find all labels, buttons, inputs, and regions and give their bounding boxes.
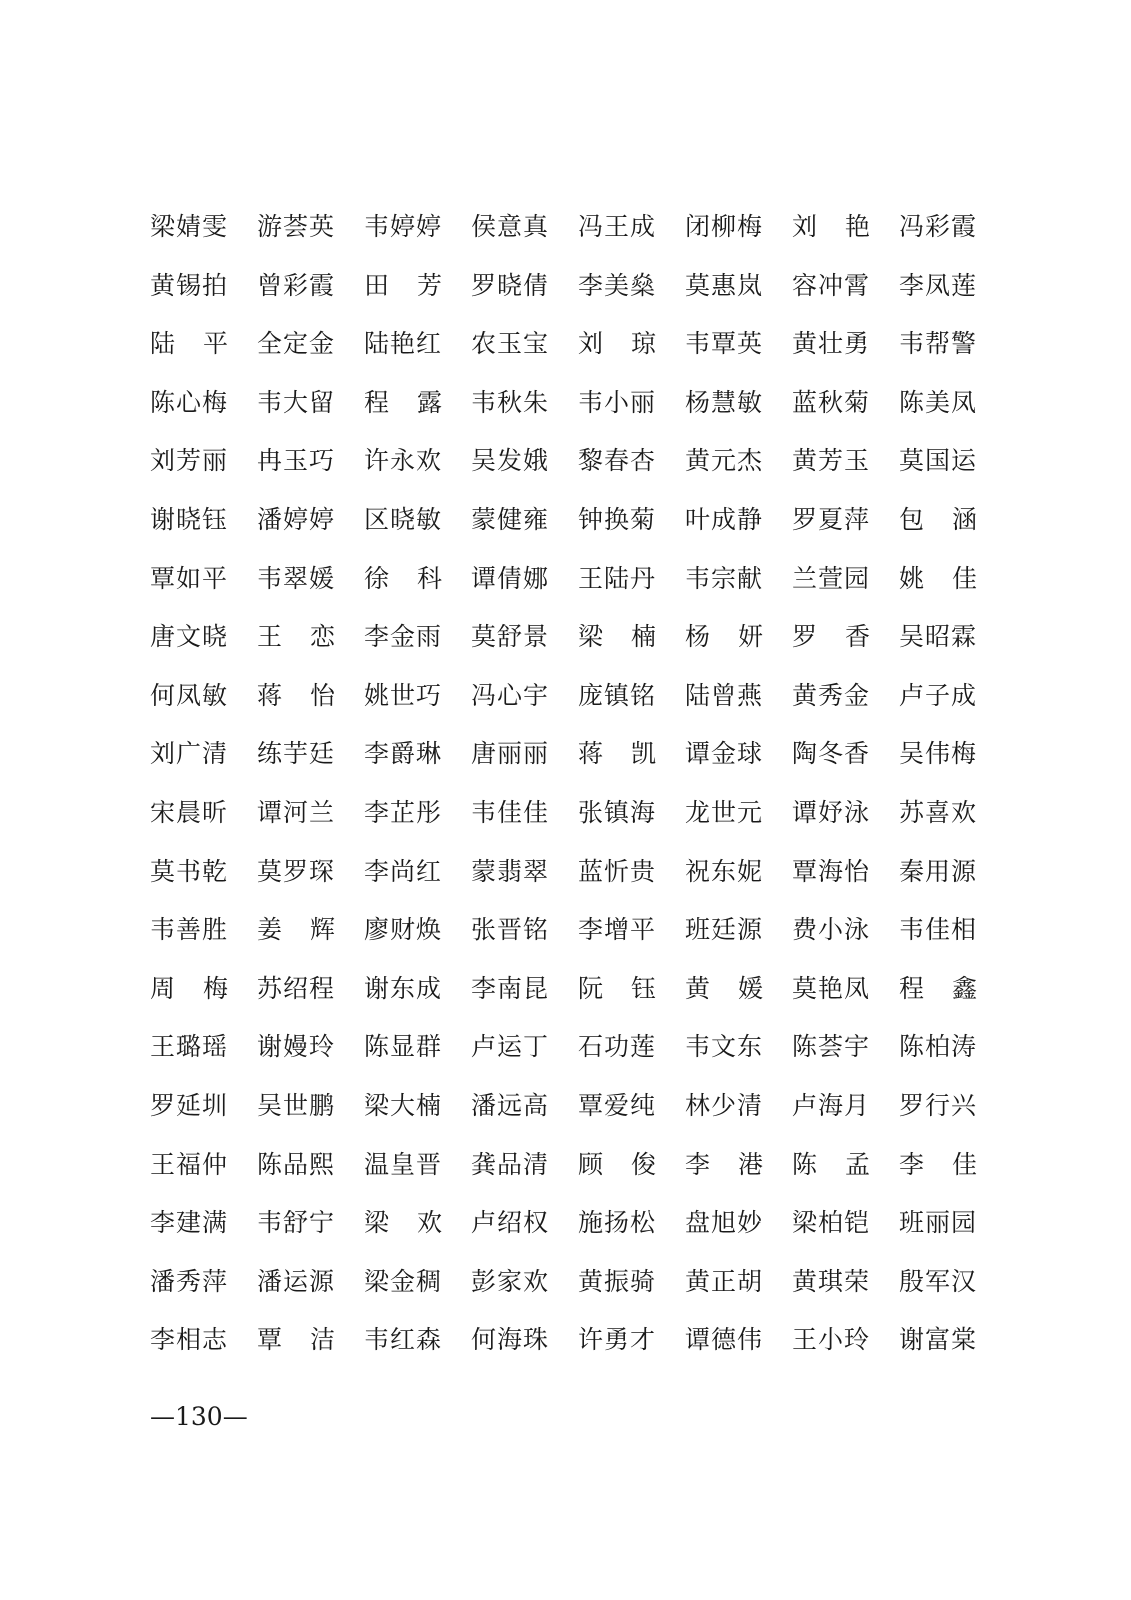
name-entry: 李增平 — [578, 915, 657, 945]
name-row — [150, 901, 980, 960]
name-entry: 韦佳佳 — [471, 797, 550, 827]
name-entry: 石功莲 — [578, 1032, 657, 1062]
name-entry: 梁大楠 — [364, 1090, 443, 1120]
name-entry: 莫艳凤 — [792, 973, 871, 1003]
name-entry: 卢海月 — [792, 1090, 871, 1120]
name-entry: 李爵琳 — [364, 739, 443, 769]
name-entry: 蓝秋菊 — [792, 387, 871, 417]
name-entry: 黄琪荣 — [792, 1266, 871, 1296]
name-entry: 农玉宝 — [471, 329, 550, 359]
name-entry: 覃海怡 — [792, 856, 871, 886]
name-entry: 李相志 — [150, 1325, 229, 1355]
name-entry: 陈美凤 — [899, 387, 978, 417]
name-entry: 陈显群 — [364, 1032, 443, 1062]
page-number: —130— — [150, 1402, 248, 1431]
name-entry: 谭河兰 — [257, 797, 336, 827]
name-entry: 阮 钰 — [578, 973, 656, 1003]
name-entry: 潘秀萍 — [150, 1266, 229, 1296]
name-entry: 何凤敏 — [150, 680, 229, 710]
name-entry: 罗晓倩 — [471, 270, 550, 300]
name-entry: 钟换菊 — [578, 504, 657, 534]
name-entry: 黄壮勇 — [792, 329, 871, 359]
name-entry: 陈柏涛 — [899, 1032, 978, 1062]
name-entry: 韦大留 — [257, 387, 336, 417]
name-entry: 韦翠媛 — [257, 563, 336, 593]
name-entry: 陆 平 — [150, 329, 228, 359]
name-entry: 林少清 — [685, 1090, 764, 1120]
name-entry: 陆艳红 — [364, 329, 443, 359]
name-entry: 潘运源 — [257, 1266, 336, 1296]
name-entry: 宋晨昕 — [150, 797, 229, 827]
name-row — [150, 1194, 980, 1253]
name-entry: 李美燊 — [578, 270, 657, 300]
name-entry: 游荟英 — [257, 212, 336, 241]
name-entry: 陈品熙 — [257, 1149, 336, 1179]
name-entry: 龙世元 — [685, 797, 764, 827]
name-entry: 韦小丽 — [578, 387, 657, 417]
name-entry: 莫国运 — [899, 446, 978, 476]
name-entry: 罗行兴 — [899, 1090, 978, 1120]
name-entry: 李金雨 — [364, 622, 443, 652]
name-entry: 吴昭霖 — [899, 622, 978, 652]
name-entry: 冯心宇 — [471, 680, 550, 710]
name-row — [150, 257, 980, 316]
name-entry: 梁 楠 — [578, 622, 656, 652]
name-entry: 李芷彤 — [364, 797, 443, 827]
name-entry: 冯王成 — [578, 212, 657, 241]
name-entry: 莫惠岚 — [685, 270, 764, 300]
name-row — [150, 667, 980, 726]
name-entry: 韦帮警 — [899, 329, 978, 359]
name-entry: 覃爱纯 — [578, 1090, 657, 1120]
name-entry: 吴世鹏 — [257, 1090, 336, 1120]
name-entry: 黎春杏 — [578, 446, 657, 476]
name-entry: 王福仲 — [150, 1149, 229, 1179]
name-entry: 韦覃英 — [685, 329, 764, 359]
name-entry: 张镇海 — [578, 797, 657, 827]
name-entry: 谭金球 — [685, 739, 764, 769]
name-entry: 苏喜欢 — [899, 797, 978, 827]
name-entry: 刘 琼 — [578, 329, 656, 359]
name-entry: 罗 香 — [792, 622, 870, 652]
name-entry: 姚 佳 — [899, 563, 977, 593]
name-entry: 何海珠 — [471, 1325, 550, 1355]
name-row — [150, 960, 980, 1019]
name-entry: 谢东成 — [364, 973, 443, 1003]
name-entry: 潘远高 — [471, 1090, 550, 1120]
name-entry: 闭柳梅 — [685, 212, 764, 241]
name-entry: 刘芳丽 — [150, 446, 229, 476]
name-entry: 唐文晓 — [150, 622, 229, 652]
name-entry: 顾 俊 — [578, 1149, 656, 1179]
name-entry: 韦秋朱 — [471, 387, 550, 417]
name-entry: 李南昆 — [471, 973, 550, 1003]
name-entry: 兰萱园 — [792, 563, 871, 593]
name-entry: 陈心梅 — [150, 387, 229, 417]
name-entry: 周 梅 — [150, 973, 228, 1003]
name-entry: 练芋廷 — [257, 739, 336, 769]
name-entry: 施扬松 — [578, 1208, 657, 1238]
name-entry: 李凤莲 — [899, 270, 978, 300]
name-entry: 田 芳 — [364, 270, 442, 300]
name-entry: 杨慧敏 — [685, 387, 764, 417]
name-entry: 韦婷婷 — [364, 212, 443, 241]
name-entry: 谭倩娜 — [471, 563, 550, 593]
name-entry: 蒙健雍 — [471, 504, 550, 534]
name-row — [150, 784, 980, 843]
name-row — [150, 198, 980, 257]
name-entry: 卢运丁 — [471, 1032, 550, 1062]
name-entry: 叶成静 — [685, 504, 764, 534]
name-entry: 黄正胡 — [685, 1266, 764, 1296]
name-row — [150, 550, 980, 609]
name-entry: 许永欢 — [364, 446, 443, 476]
name-entry: 蓝忻贵 — [578, 856, 657, 886]
name-entry: 张晋铭 — [471, 915, 550, 945]
name-entry: 徐 科 — [364, 563, 442, 593]
name-entry: 曾彩霞 — [257, 270, 336, 300]
name-entry: 李 港 — [685, 1149, 763, 1179]
name-entry: 梁 欢 — [364, 1208, 442, 1238]
name-entry: 梁婧雯 — [150, 212, 229, 241]
name-entry: 黄芳玉 — [792, 446, 871, 476]
name-row — [150, 315, 980, 374]
name-entry: 谭德伟 — [685, 1325, 764, 1355]
name-row — [150, 725, 980, 784]
name-entry: 容冲霄 — [792, 270, 871, 300]
name-row — [150, 608, 980, 667]
name-entry: 祝东妮 — [685, 856, 764, 886]
name-entry: 殷军汉 — [899, 1266, 978, 1296]
name-entry: 盘旭妙 — [685, 1208, 764, 1238]
name-entry: 班丽园 — [899, 1208, 978, 1238]
name-entry: 卢绍权 — [471, 1208, 550, 1238]
name-entry: 姜 辉 — [257, 915, 335, 945]
name-entry: 莫罗琛 — [257, 856, 336, 886]
name-row — [150, 491, 980, 550]
name-entry: 谭妤泳 — [792, 797, 871, 827]
name-entry: 王陆丹 — [578, 563, 657, 593]
name-entry: 蒋 凯 — [578, 739, 656, 769]
name-entry: 吴伟梅 — [899, 739, 978, 769]
name-entry: 陈 孟 — [792, 1149, 870, 1179]
name-entry: 蒋 怡 — [257, 680, 335, 710]
name-entry: 侯意真 — [471, 212, 550, 241]
name-entry: 黄锡拍 — [150, 270, 229, 300]
name-row — [150, 374, 980, 433]
name-row — [150, 1136, 980, 1195]
name-entry: 莫舒景 — [471, 622, 550, 652]
name-row — [150, 843, 980, 902]
name-row — [150, 432, 980, 491]
name-entry: 温皇晋 — [364, 1149, 443, 1179]
name-entry: 包 涵 — [899, 504, 977, 534]
name-entry: 韦文东 — [685, 1032, 764, 1062]
name-entry: 王小玲 — [792, 1325, 871, 1355]
name-entry: 王 恋 — [257, 622, 335, 652]
name-entry: 庞镇铭 — [578, 680, 657, 710]
name-entry: 覃如平 — [150, 563, 229, 593]
name-entry: 刘广清 — [150, 739, 229, 769]
name-entry: 韦佳相 — [899, 915, 978, 945]
name-list — [150, 198, 980, 1370]
name-entry: 卢子成 — [899, 680, 978, 710]
name-row — [150, 1018, 980, 1077]
name-entry: 冉玉巧 — [257, 446, 336, 476]
name-entry: 莫书乾 — [150, 856, 229, 886]
name-entry: 杨 妍 — [685, 622, 763, 652]
name-entry: 黄秀金 — [792, 680, 871, 710]
name-entry: 潘婷婷 — [257, 504, 336, 534]
name-entry: 刘 艳 — [792, 212, 870, 241]
name-entry: 韦红森 — [364, 1325, 443, 1355]
name-entry: 罗延圳 — [150, 1090, 229, 1120]
name-entry: 唐丽丽 — [471, 739, 550, 769]
name-entry: 梁金稠 — [364, 1266, 443, 1296]
name-entry: 李建满 — [150, 1208, 229, 1238]
name-entry: 苏绍程 — [257, 973, 336, 1003]
name-entry: 谢嫚玲 — [257, 1032, 336, 1062]
name-entry: 陈荟宇 — [792, 1032, 871, 1062]
name-entry: 区晓敏 — [364, 504, 443, 534]
name-entry: 黄振骑 — [578, 1266, 657, 1296]
name-entry: 费小泳 — [792, 915, 871, 945]
name-entry: 覃 洁 — [257, 1325, 335, 1355]
name-entry: 谢富棠 — [899, 1325, 978, 1355]
name-entry: 秦用源 — [899, 856, 978, 886]
name-row — [150, 1077, 980, 1136]
name-entry: 班廷源 — [685, 915, 764, 945]
name-entry: 李 佳 — [899, 1149, 977, 1179]
name-entry: 韦善胜 — [150, 915, 229, 945]
name-entry: 姚世巧 — [364, 680, 443, 710]
name-entry: 梁柏铠 — [792, 1208, 871, 1238]
name-entry: 程 鑫 — [899, 973, 977, 1003]
name-entry: 陶冬香 — [792, 739, 871, 769]
name-entry: 黄 媛 — [685, 973, 763, 1003]
name-entry: 陆曾燕 — [685, 680, 764, 710]
name-entry: 冯彩霞 — [899, 212, 978, 241]
name-entry: 程 露 — [364, 387, 442, 417]
name-entry: 龚品清 — [471, 1149, 550, 1179]
name-entry: 李尚红 — [364, 856, 443, 886]
name-entry: 全定金 — [257, 329, 336, 359]
name-entry: 吴发娥 — [471, 446, 550, 476]
name-entry: 廖财焕 — [364, 915, 443, 945]
name-entry: 韦舒宁 — [257, 1208, 336, 1238]
name-row — [150, 1311, 980, 1370]
name-entry: 罗夏萍 — [792, 504, 871, 534]
name-entry: 彭家欢 — [471, 1266, 550, 1296]
name-entry: 许勇才 — [578, 1325, 657, 1355]
name-entry: 韦宗献 — [685, 563, 764, 593]
name-entry: 蒙翡翠 — [471, 856, 550, 886]
name-entry: 谢晓钰 — [150, 504, 229, 534]
name-entry: 王璐瑶 — [150, 1032, 229, 1062]
name-entry: 黄元杰 — [685, 446, 764, 476]
name-row — [150, 1253, 980, 1312]
